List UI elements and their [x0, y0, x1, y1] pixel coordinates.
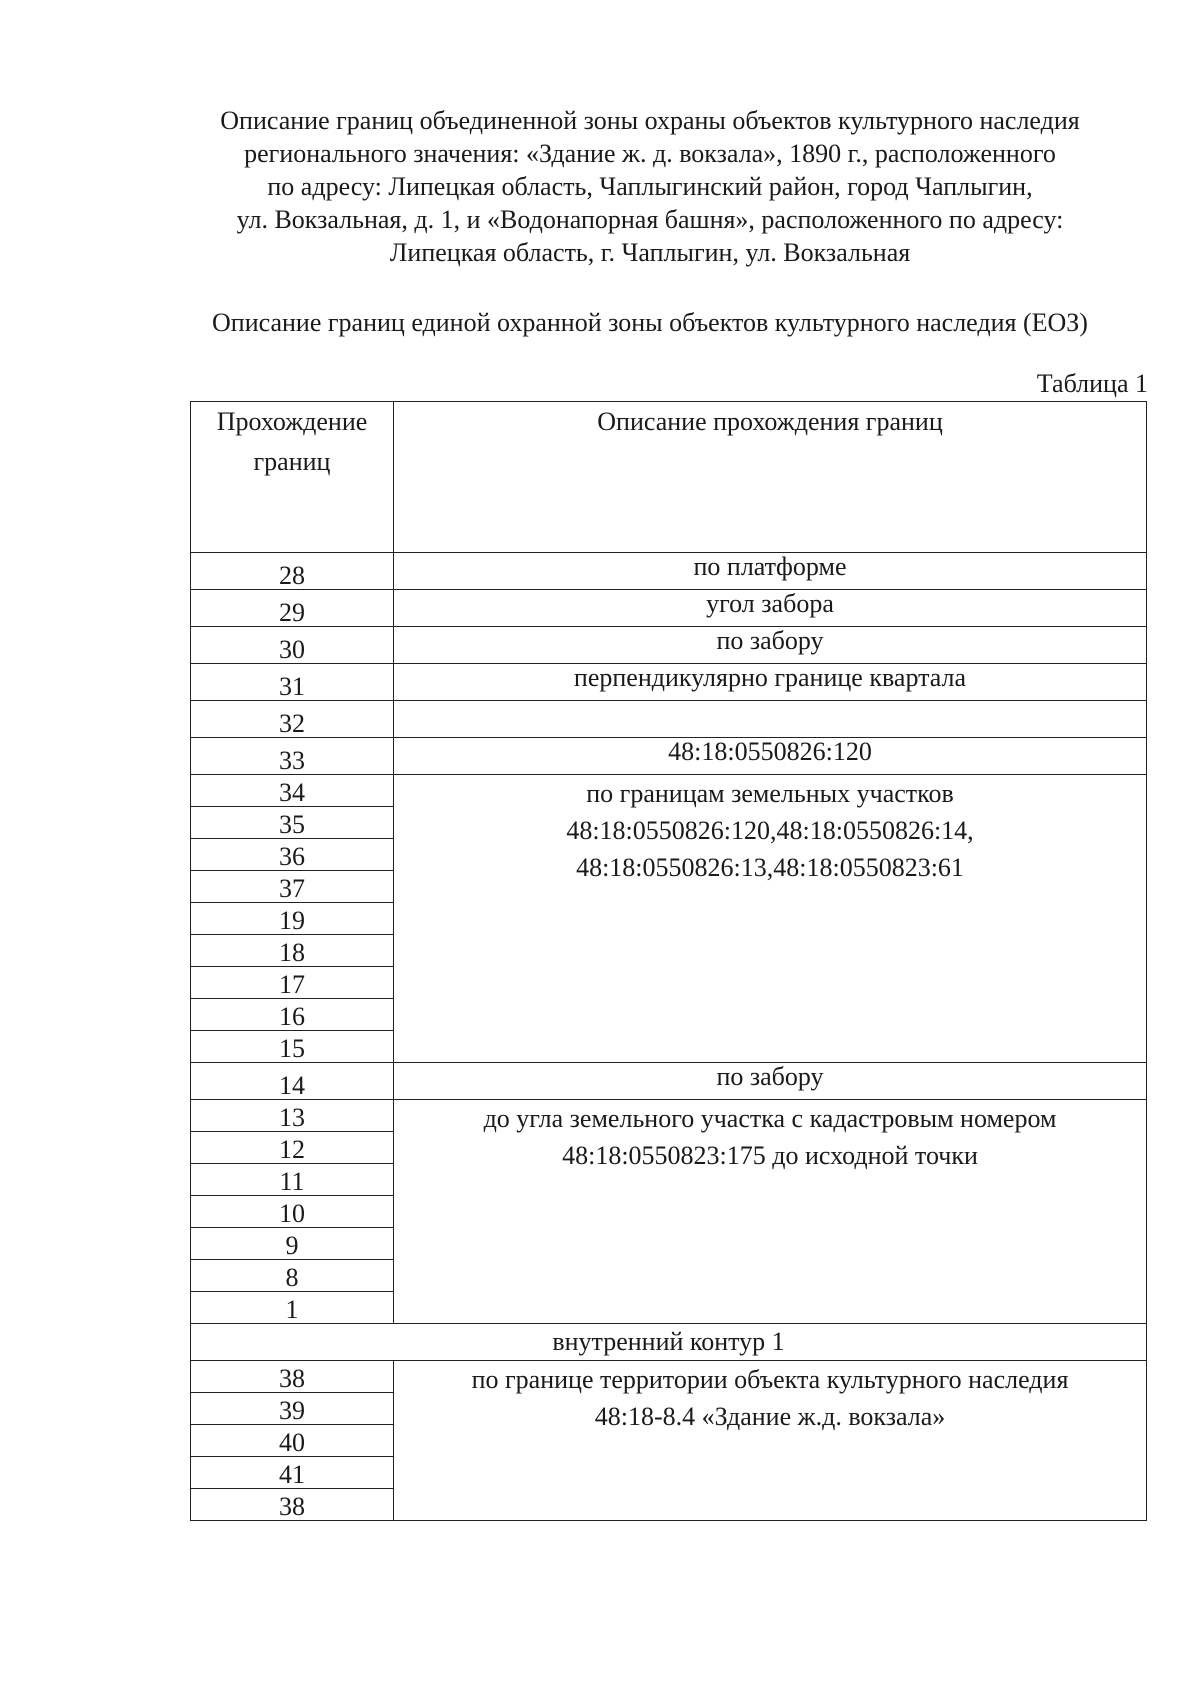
boundary-description — [394, 1361, 1147, 1521]
description-line: 48:18:0550826:13,48:18:0550823:61 — [576, 853, 964, 882]
boundary-description: угол забора — [394, 590, 1147, 627]
boundary-description: по забору — [394, 627, 1147, 664]
boundary-description — [394, 701, 1147, 738]
point-number: 15 — [191, 1031, 394, 1063]
table-row — [191, 1063, 1147, 1100]
table-row — [191, 701, 1147, 738]
point-number: 38 — [191, 1361, 394, 1393]
table-row — [191, 1100, 1147, 1132]
point-number: 38 — [191, 1489, 394, 1521]
table-row — [191, 590, 1147, 627]
point-number: 34 — [191, 775, 394, 807]
table-row — [191, 553, 1147, 590]
document-subtitle: Описание границ единой охранной зоны объектов культурного наследия (ЕОЗ) — [212, 308, 1088, 337]
boundary-description: перпендикулярно границе квартала — [394, 664, 1147, 701]
boundary-description — [394, 775, 1147, 1063]
document-title — [150, 104, 1150, 269]
boundary-description: по платформе — [394, 553, 1147, 590]
point-number: 30 — [191, 627, 394, 664]
point-number: 17 — [191, 967, 394, 999]
title-line: Описание границ объединенной зоны охраны объектов культурного наследия — [220, 106, 1080, 135]
point-number: 12 — [191, 1132, 394, 1164]
point-number: 14 — [191, 1063, 394, 1100]
point-number: 19 — [191, 903, 394, 935]
inner-contour-heading: внутренний контур 1 — [191, 1324, 1147, 1361]
point-number: 11 — [191, 1164, 394, 1196]
point-number: 31 — [191, 664, 394, 701]
header-boundary-description: Описание прохождения границ — [394, 402, 1147, 553]
point-number: 29 — [191, 590, 394, 627]
header-boundary-passage: Прохождение границ — [191, 402, 394, 553]
description-line: 48:18:0550823:175 до исходной точки — [562, 1141, 978, 1170]
description-line: по границе территории объекта культурного наследия — [471, 1365, 1069, 1394]
title-line: ул. Вокзальная, д. 1, и «Водонапорная башня», расположенного по адресу: — [236, 205, 1064, 234]
point-number: 32 — [191, 701, 394, 738]
point-number: 10 — [191, 1196, 394, 1228]
point-number: 18 — [191, 935, 394, 967]
boundary-description: 48:18:0550826:120 — [394, 738, 1147, 775]
table-row — [191, 775, 1147, 807]
point-number: 36 — [191, 839, 394, 871]
table-row — [191, 664, 1147, 701]
description-line: до угла земельного участка с кадастровым номером — [483, 1104, 1057, 1133]
point-number: 28 — [191, 553, 394, 590]
point-number: 40 — [191, 1425, 394, 1457]
point-number: 37 — [191, 871, 394, 903]
description-line: по границам земельных участков — [586, 779, 954, 808]
table-header-row — [191, 402, 1147, 553]
table-row — [191, 1361, 1147, 1393]
title-line: Липецкая область, г. Чаплыгин, ул. Вокзальная — [389, 238, 911, 267]
title-line: по адресу: Липецкая область, Чаплыгинский район, город Чаплыгин, — [267, 172, 1033, 201]
description-line: 48:18:0550826:120,48:18:0550826:14, — [566, 816, 974, 845]
point-number: 35 — [191, 807, 394, 839]
point-number: 39 — [191, 1393, 394, 1425]
point-number: 41 — [191, 1457, 394, 1489]
point-number: 9 — [191, 1228, 394, 1260]
table-row — [191, 627, 1147, 664]
table-row — [191, 738, 1147, 775]
point-number: 16 — [191, 999, 394, 1031]
point-number: 13 — [191, 1100, 394, 1132]
point-number: 8 — [191, 1260, 394, 1292]
boundary-description — [394, 1100, 1147, 1324]
title-line: регионального значения: «Здание ж. д. вокзала», 1890 г., расположенного — [244, 139, 1056, 168]
point-number: 33 — [191, 738, 394, 775]
table-row — [191, 1324, 1147, 1361]
table-caption: Таблица 1 — [1036, 369, 1148, 398]
point-number: 1 — [191, 1292, 394, 1324]
description-line: 48:18-8.4 «Здание ж.д. вокзала» — [594, 1402, 946, 1431]
boundary-description: по забору — [394, 1063, 1147, 1100]
boundary-table — [190, 401, 1147, 1521]
